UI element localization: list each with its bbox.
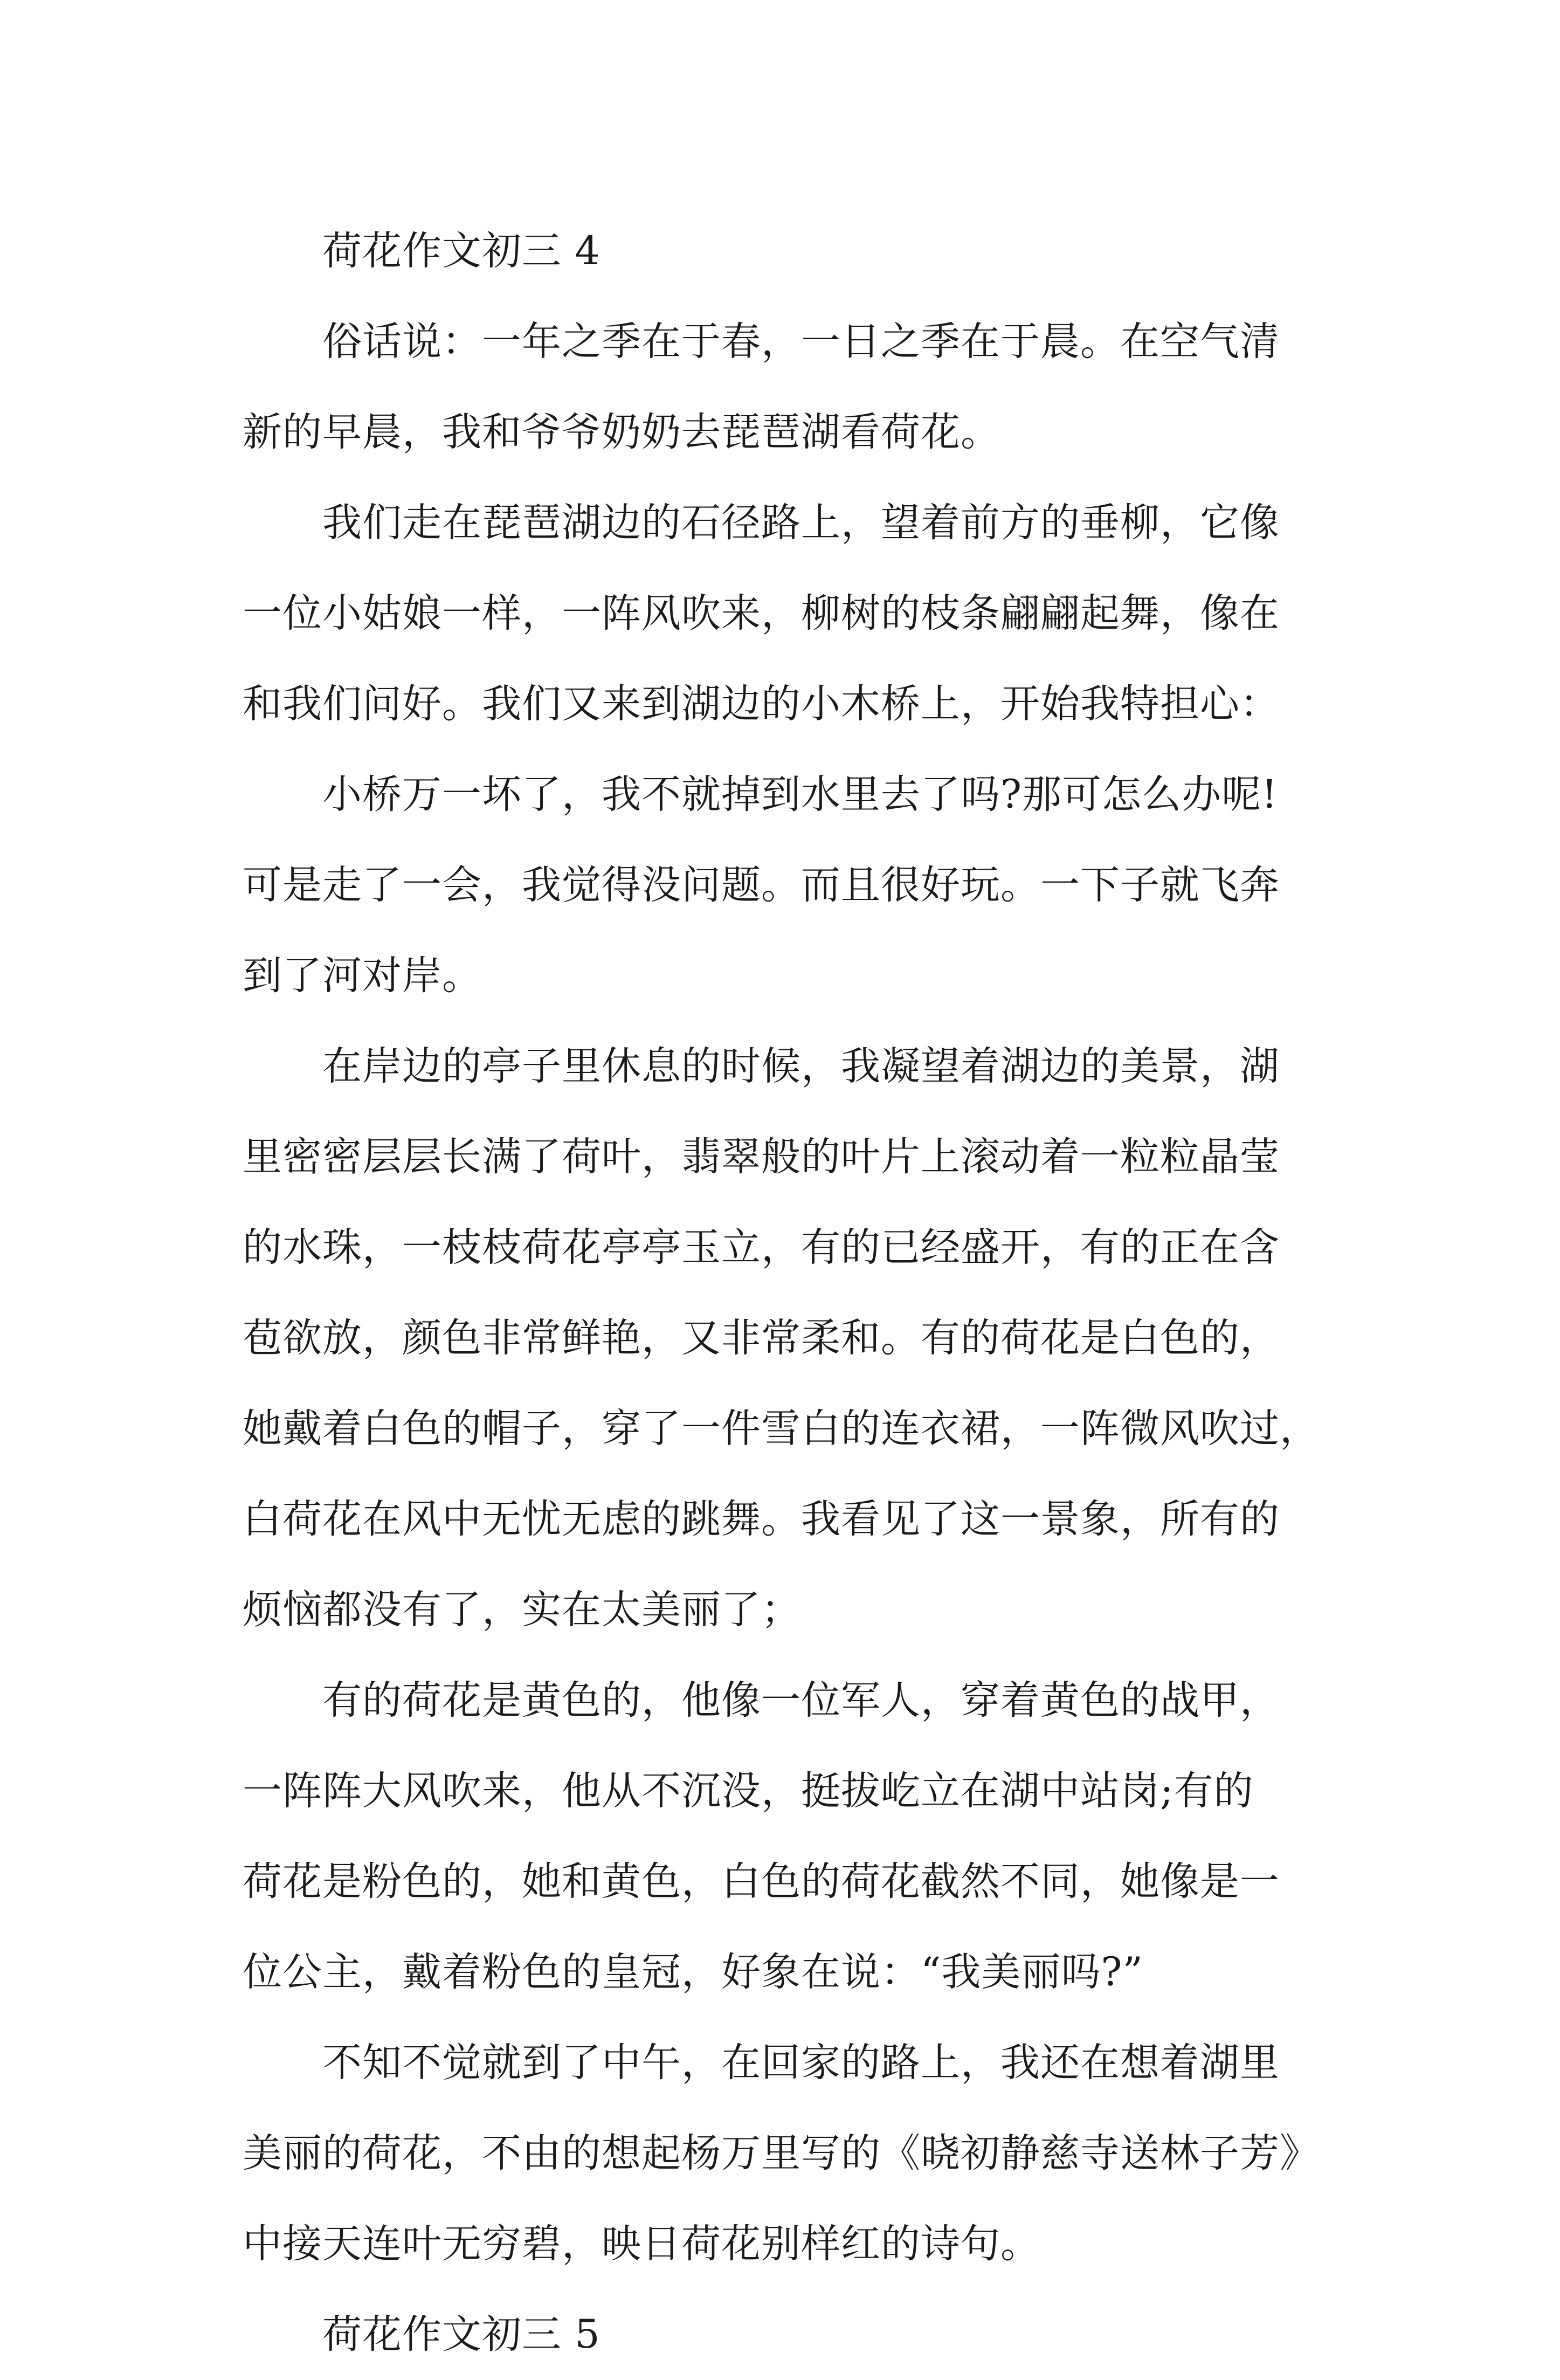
essay-text: [243, 206, 1337, 2380]
text-line: 苞欲放，颜色非常鲜艳，又非常柔和。有的荷花是白色的，: [243, 1315, 1280, 1361]
text-line: 烦恼都没有了，实在太美丽了；: [243, 1587, 801, 1633]
text-line: 小桥万一坏了，我不就掉到水里去了吗?那可怎么办呢!: [322, 772, 1278, 817]
text-line: 位公主，戴着粉色的皇冠，好象在说：“我美丽吗?”: [243, 1949, 1143, 1995]
text-line: 荷花是粉色的，她和黄色，白色的荷花截然不同，她像是一: [243, 1859, 1280, 1904]
text-line: 一阵阵大风吹来，他从不沉没，挺拔屹立在湖中站岗;有的: [243, 1768, 1254, 1814]
text-line: 中接天连叶无穷碧，映日荷花别样红的诗句。: [243, 2221, 1040, 2267]
text-line: 美丽的荷花，不由的想起杨万里写的《晓初静慈寺送林子芳》: [243, 2130, 1320, 2176]
text-line: 和我们问好。我们又来到湖边的小木桥上，开始我特担心：: [243, 681, 1280, 727]
text-line: 她戴着白色的帽子，穿了一件雪白的连衣裙，一阵微风吹过，: [243, 1406, 1320, 1452]
text-line: 我们走在琵琶湖边的石径路上，望着前方的垂柳，它像: [322, 500, 1280, 546]
section-heading: 荷花作文初三 5: [322, 2312, 600, 2357]
text-line: 可是走了一会，我觉得没问题。而且很好玩。一下子就飞奔: [243, 862, 1280, 908]
text-line: 新的早晨，我和爷爷奶奶去琵琶湖看荷花。: [243, 409, 1000, 455]
section-heading: 荷花作文初三 4: [322, 228, 600, 274]
text-line: 到了河对岸。: [243, 953, 482, 999]
text-line: 不知不觉就到了中午，在回家的路上，我还在想着湖里: [322, 2040, 1280, 2086]
text-line: 有的荷花是黄色的，他像一位军人，穿着黄色的战甲，: [322, 1677, 1280, 1723]
text-line: 白荷花在风中无忧无虑的跳舞。我看见了这一景象，所有的: [243, 1496, 1280, 1542]
text-line: 俗话说：一年之季在于春，一日之季在于晨。在空气清: [322, 319, 1280, 364]
text-line: 一位小姑娘一样，一阵风吹来，柳树的枝条翩翩起舞，像在: [243, 590, 1280, 636]
text-line: 里密密层层长满了荷叶，翡翠般的叶片上滚动着一粒粒晶莹: [243, 1134, 1280, 1180]
text-line: 的水珠，一枝枝荷花亭亭玉立，有的已经盛开，有的正在含: [243, 1225, 1280, 1270]
text-line: 在岸边的亭子里休息的时候，我凝望着湖边的美景，湖: [322, 1043, 1280, 1089]
